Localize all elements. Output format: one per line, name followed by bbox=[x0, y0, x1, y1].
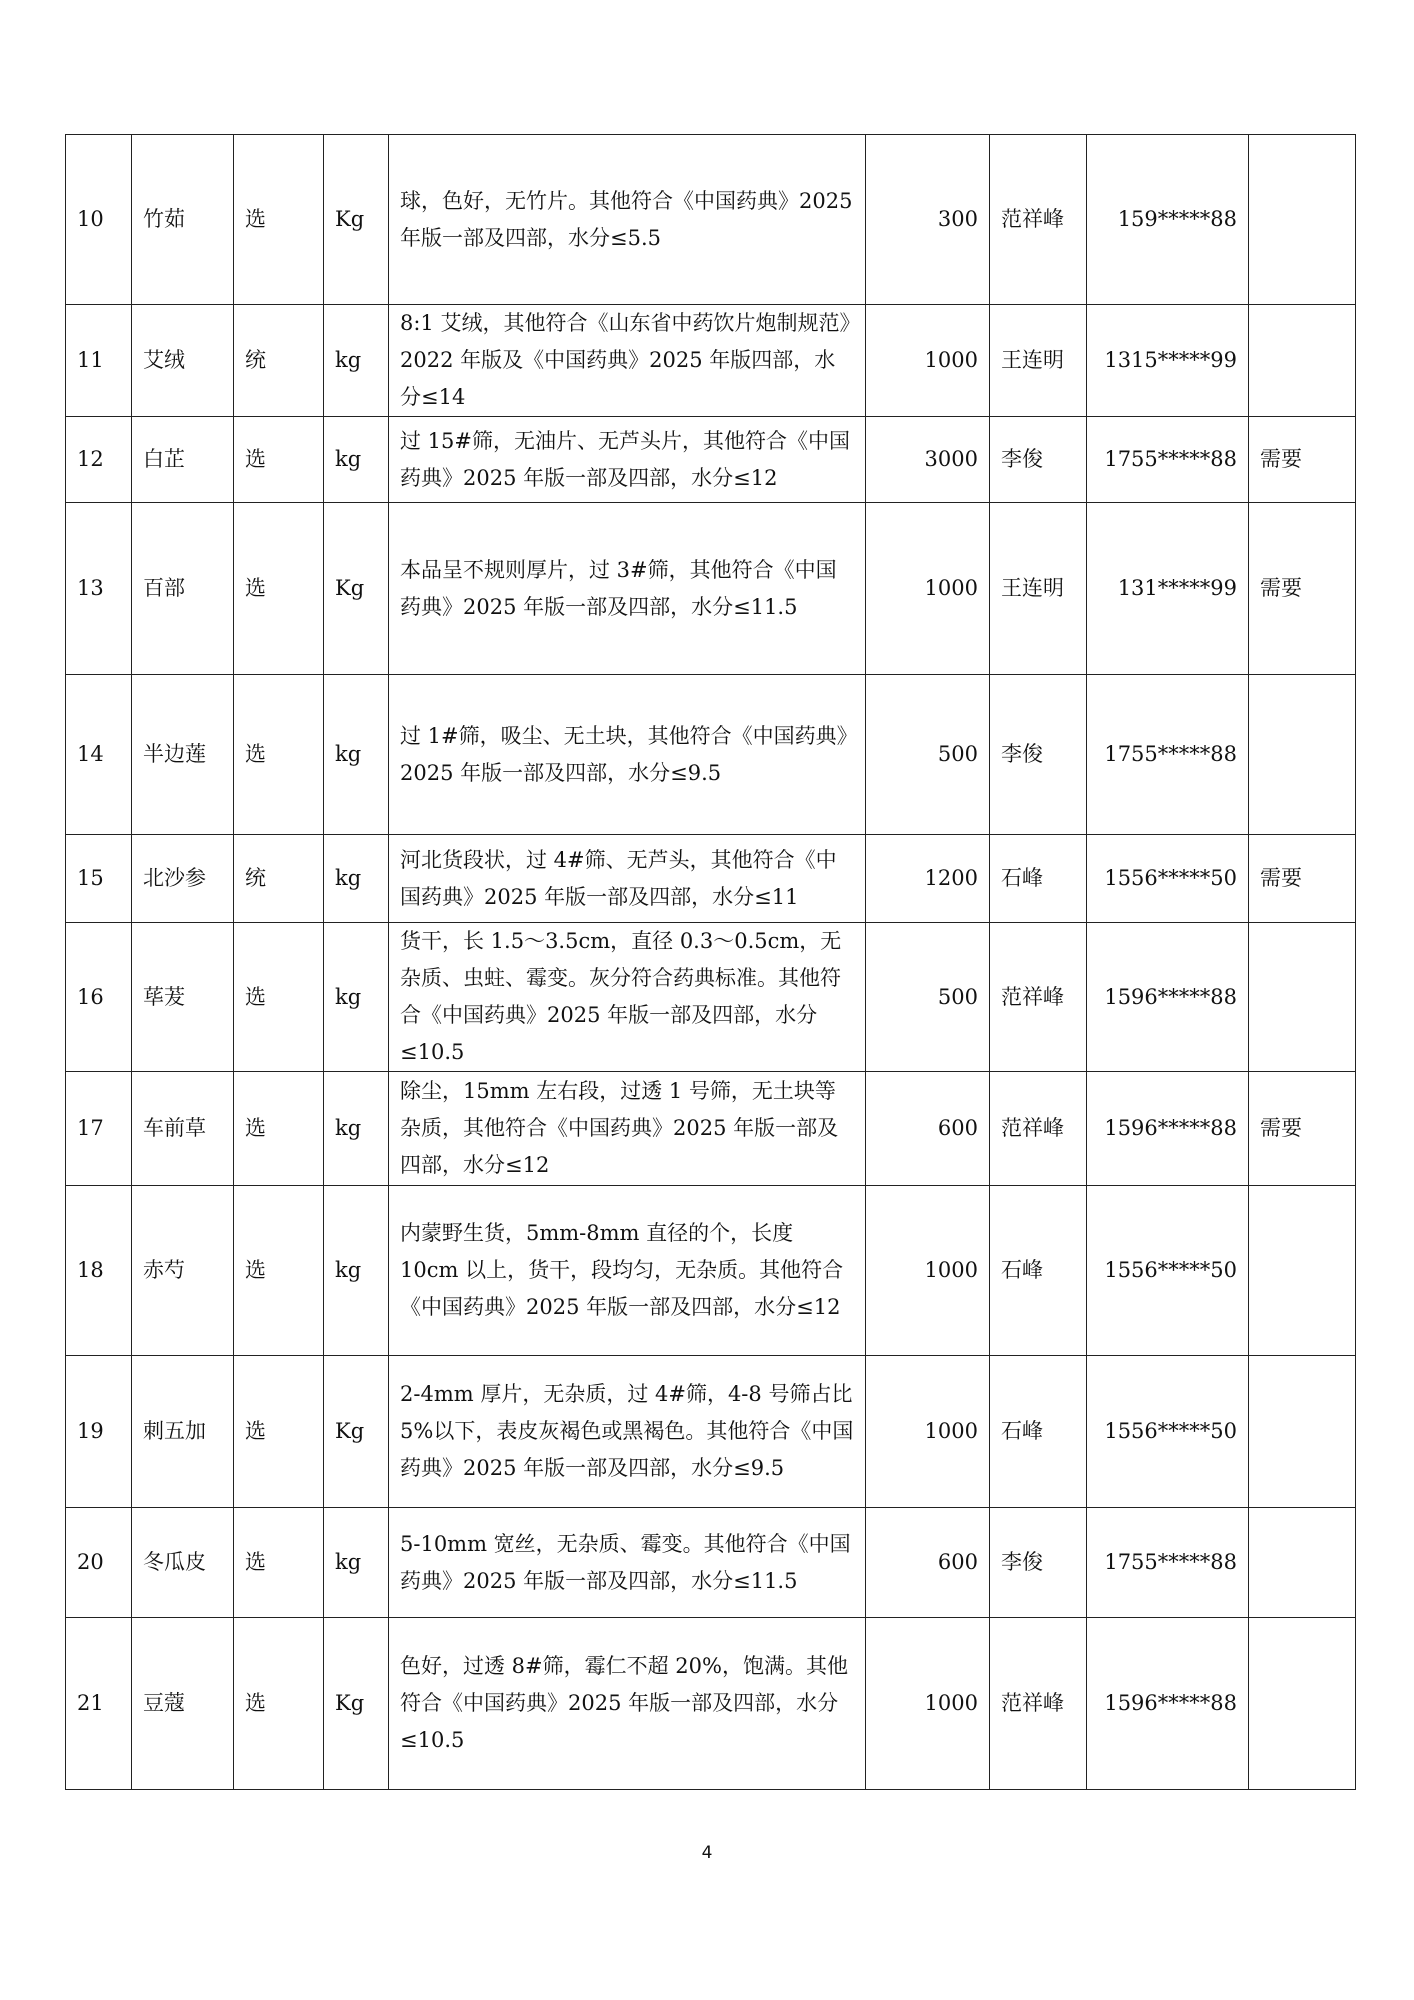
row-number-cell: 21 bbox=[66, 1618, 132, 1790]
table-row bbox=[66, 1186, 1356, 1356]
table-row bbox=[66, 923, 1356, 1072]
grade-cell: 选 bbox=[234, 1186, 324, 1356]
phone-number-cell: 131*****99 bbox=[1087, 503, 1249, 675]
row-number-cell: 10 bbox=[66, 135, 132, 305]
herb-name-cell: 荜茇 bbox=[132, 923, 234, 1072]
grade-cell: 选 bbox=[234, 1508, 324, 1618]
specification-cell: 除尘，15mm 左右段，过透 1 号筛，无土块等杂质，其他符合《中国药典》2025 年版一部及四部，水分≤12 bbox=[389, 1072, 866, 1186]
phone-number-cell: 1556*****50 bbox=[1087, 835, 1249, 923]
unit-cell: kg bbox=[324, 1508, 389, 1618]
contact-person-cell: 李俊 bbox=[990, 1508, 1087, 1618]
herb-name-cell: 北沙参 bbox=[132, 835, 234, 923]
table-row bbox=[66, 417, 1356, 503]
phone-number-cell: 1755*****88 bbox=[1087, 417, 1249, 503]
quantity-cell: 300 bbox=[866, 135, 990, 305]
note-cell bbox=[1249, 923, 1356, 1072]
specification-cell: 过 15#筛，无油片、无芦头片，其他符合《中国药典》2025 年版一部及四部，水分≤12 bbox=[389, 417, 866, 503]
quantity-cell: 500 bbox=[866, 923, 990, 1072]
contact-person-cell: 石峰 bbox=[990, 835, 1087, 923]
unit-cell: kg bbox=[324, 923, 389, 1072]
grade-cell: 选 bbox=[234, 1356, 324, 1508]
unit-cell: Kg bbox=[324, 503, 389, 675]
herb-name-cell: 豆蔻 bbox=[132, 1618, 234, 1790]
unit-cell: kg bbox=[324, 417, 389, 503]
specification-table bbox=[65, 134, 1356, 1790]
grade-cell: 选 bbox=[234, 1618, 324, 1790]
table-row bbox=[66, 1618, 1356, 1790]
note-cell bbox=[1249, 135, 1356, 305]
grade-cell: 选 bbox=[234, 503, 324, 675]
grade-cell: 选 bbox=[234, 1072, 324, 1186]
phone-number-cell: 1755*****88 bbox=[1087, 675, 1249, 835]
contact-person-cell: 范祥峰 bbox=[990, 1072, 1087, 1186]
row-number-cell: 13 bbox=[66, 503, 132, 675]
quantity-cell: 500 bbox=[866, 675, 990, 835]
contact-person-cell: 李俊 bbox=[990, 675, 1087, 835]
specification-cell: 本品呈不规则厚片，过 3#筛，其他符合《中国药典》2025 年版一部及四部，水分≤11.5 bbox=[389, 503, 866, 675]
specification-cell: 河北货段状，过 4#筛、无芦头，其他符合《中国药典》2025 年版一部及四部，水分≤11 bbox=[389, 835, 866, 923]
note-cell bbox=[1249, 675, 1356, 835]
specification-cell: 8:1 艾绒，其他符合《山东省中药饮片炮制规范》2022 年版及《中国药典》2025 年版四部，水分≤14 bbox=[389, 305, 866, 417]
contact-person-cell: 石峰 bbox=[990, 1186, 1087, 1356]
table-row bbox=[66, 675, 1356, 835]
table-row bbox=[66, 135, 1356, 305]
phone-number-cell: 1596*****88 bbox=[1087, 1618, 1249, 1790]
table-row bbox=[66, 835, 1356, 923]
unit-cell: kg bbox=[324, 675, 389, 835]
phone-number-cell: 1556*****50 bbox=[1087, 1356, 1249, 1508]
note-cell bbox=[1249, 1356, 1356, 1508]
contact-person-cell: 范祥峰 bbox=[990, 135, 1087, 305]
grade-cell: 统 bbox=[234, 835, 324, 923]
herb-name-cell: 刺五加 bbox=[132, 1356, 234, 1508]
phone-number-cell: 1596*****88 bbox=[1087, 1072, 1249, 1186]
row-number-cell: 15 bbox=[66, 835, 132, 923]
grade-cell: 选 bbox=[234, 675, 324, 835]
herb-name-cell: 百部 bbox=[132, 503, 234, 675]
table-body bbox=[66, 135, 1356, 1790]
quantity-cell: 1000 bbox=[866, 1618, 990, 1790]
row-number-cell: 14 bbox=[66, 675, 132, 835]
note-cell bbox=[1249, 1618, 1356, 1790]
table-row bbox=[66, 305, 1356, 417]
quantity-cell: 1000 bbox=[866, 503, 990, 675]
herb-name-cell: 半边莲 bbox=[132, 675, 234, 835]
herb-name-cell: 冬瓜皮 bbox=[132, 1508, 234, 1618]
contact-person-cell: 李俊 bbox=[990, 417, 1087, 503]
grade-cell: 选 bbox=[234, 923, 324, 1072]
herb-name-cell: 竹茹 bbox=[132, 135, 234, 305]
specification-cell: 5-10mm 宽丝，无杂质、霉变。其他符合《中国药典》2025 年版一部及四部，水分≤11.5 bbox=[389, 1508, 866, 1618]
note-cell: 需要 bbox=[1249, 1072, 1356, 1186]
herb-name-cell: 艾绒 bbox=[132, 305, 234, 417]
herb-name-cell: 赤芍 bbox=[132, 1186, 234, 1356]
phone-number-cell: 1755*****88 bbox=[1087, 1508, 1249, 1618]
grade-cell: 统 bbox=[234, 305, 324, 417]
specification-cell: 色好，过透 8#筛，霉仁不超 20%，饱满。其他符合《中国药典》2025 年版一部及四部，水分≤10.5 bbox=[389, 1618, 866, 1790]
specification-cell: 过 1#筛，吸尘、无土块，其他符合《中国药典》2025 年版一部及四部，水分≤9.5 bbox=[389, 675, 866, 835]
table-row bbox=[66, 1508, 1356, 1618]
phone-number-cell: 1596*****88 bbox=[1087, 923, 1249, 1072]
unit-cell: Kg bbox=[324, 1356, 389, 1508]
contact-person-cell: 范祥峰 bbox=[990, 1618, 1087, 1790]
quantity-cell: 600 bbox=[866, 1072, 990, 1186]
row-number-cell: 20 bbox=[66, 1508, 132, 1618]
row-number-cell: 19 bbox=[66, 1356, 132, 1508]
row-number-cell: 18 bbox=[66, 1186, 132, 1356]
phone-number-cell: 1315*****99 bbox=[1087, 305, 1249, 417]
quantity-cell: 1200 bbox=[866, 835, 990, 923]
contact-person-cell: 王连明 bbox=[990, 503, 1087, 675]
phone-number-cell: 159*****88 bbox=[1087, 135, 1249, 305]
specification-cell: 内蒙野生货，5mm-8mm 直径的个，长度 10cm 以上，货干，段均匀，无杂质。其他符合《中国药典》2025 年版一部及四部，水分≤12 bbox=[389, 1186, 866, 1356]
unit-cell: kg bbox=[324, 305, 389, 417]
quantity-cell: 1000 bbox=[866, 1356, 990, 1508]
row-number-cell: 12 bbox=[66, 417, 132, 503]
specification-cell: 球，色好，无竹片。其他符合《中国药典》2025 年版一部及四部，水分≤5.5 bbox=[389, 135, 866, 305]
unit-cell: Kg bbox=[324, 135, 389, 305]
row-number-cell: 17 bbox=[66, 1072, 132, 1186]
phone-number-cell: 1556*****50 bbox=[1087, 1186, 1249, 1356]
note-cell: 需要 bbox=[1249, 835, 1356, 923]
note-cell: 需要 bbox=[1249, 417, 1356, 503]
contact-person-cell: 石峰 bbox=[990, 1356, 1087, 1508]
unit-cell: kg bbox=[324, 1186, 389, 1356]
grade-cell: 选 bbox=[234, 417, 324, 503]
contact-person-cell: 范祥峰 bbox=[990, 923, 1087, 1072]
unit-cell: Kg bbox=[324, 1618, 389, 1790]
table-row bbox=[66, 1356, 1356, 1508]
quantity-cell: 3000 bbox=[866, 417, 990, 503]
herb-name-cell: 车前草 bbox=[132, 1072, 234, 1186]
unit-cell: kg bbox=[324, 1072, 389, 1186]
page-number: 4 bbox=[701, 1843, 713, 1863]
quantity-cell: 1000 bbox=[866, 1186, 990, 1356]
table-row bbox=[66, 503, 1356, 675]
row-number-cell: 11 bbox=[66, 305, 132, 417]
contact-person-cell: 王连明 bbox=[990, 305, 1087, 417]
note-cell bbox=[1249, 305, 1356, 417]
note-cell bbox=[1249, 1508, 1356, 1618]
quantity-cell: 600 bbox=[866, 1508, 990, 1618]
specification-cell: 货干，长 1.5～3.5cm，直径 0.3～0.5cm，无杂质、虫蛀、霉变。灰分符合药典标准。其他符合《中国药典》2025 年版一部及四部，水分≤10.5 bbox=[389, 923, 866, 1072]
quantity-cell: 1000 bbox=[866, 305, 990, 417]
note-cell bbox=[1249, 1186, 1356, 1356]
grade-cell: 选 bbox=[234, 135, 324, 305]
table-row bbox=[66, 1072, 1356, 1186]
unit-cell: kg bbox=[324, 835, 389, 923]
herb-name-cell: 白芷 bbox=[132, 417, 234, 503]
row-number-cell: 16 bbox=[66, 923, 132, 1072]
specification-cell: 2-4mm 厚片，无杂质，过 4#筛，4-8 号筛占比 5%以下，表皮灰褐色或黑褐色。其他符合《中国药典》2025 年版一部及四部，水分≤9.5 bbox=[389, 1356, 866, 1508]
note-cell: 需要 bbox=[1249, 503, 1356, 675]
